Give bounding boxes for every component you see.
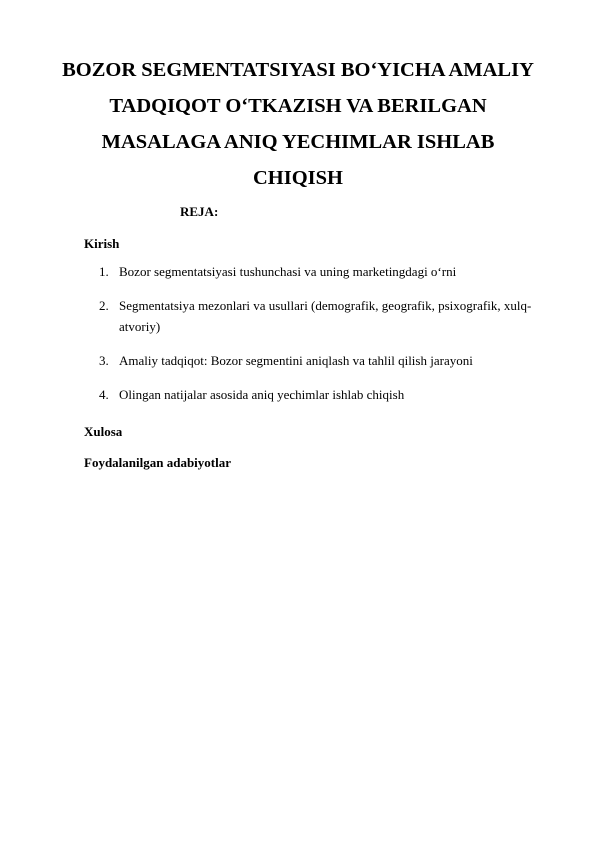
list-item — [99, 295, 549, 337]
intro-heading: Kirish — [84, 236, 120, 251]
list-item-text: Olingan natijalar asosida aniq yechimlar ishlab chiqish — [119, 387, 405, 402]
plan-heading: REJA: — [180, 204, 219, 219]
document-title — [60, 52, 536, 196]
list-item-text: Segmentatsiya mezonlari va usullari (demografik, geografik, psixografik, xulq-atvoriy) — [119, 298, 532, 334]
list-item-text: Bozor segmentatsiyasi tushunchasi va uning marketingdagi o‘rni — [119, 264, 457, 279]
list-item — [99, 350, 549, 371]
list-item-number: 3. — [99, 353, 109, 368]
list-item-number: 4. — [99, 387, 109, 402]
list-item-text: Amaliy tadqiqot: Bozor segmentini aniqlash va tahlil qilish jarayoni — [119, 353, 473, 368]
list-item — [99, 384, 549, 405]
conclusion-heading: Xulosa — [84, 424, 123, 439]
list-item — [99, 261, 549, 282]
title-line-3: MASALAGA ANIQ YECHIMLAR ISHLAB — [101, 131, 495, 153]
title-line-2: TADQIQOT O‘TKAZISH VA BERILGAN — [109, 95, 487, 117]
references-heading: Foydalanilgan adabiyotlar — [84, 455, 231, 470]
title-line-4: CHIQISH — [253, 167, 343, 189]
list-item-number: 2. — [99, 298, 109, 313]
title-line-1: BOZOR SEGMENTATSIYASI BO‘YICHA AMALIY — [62, 59, 534, 81]
list-item-number: 1. — [99, 264, 109, 279]
